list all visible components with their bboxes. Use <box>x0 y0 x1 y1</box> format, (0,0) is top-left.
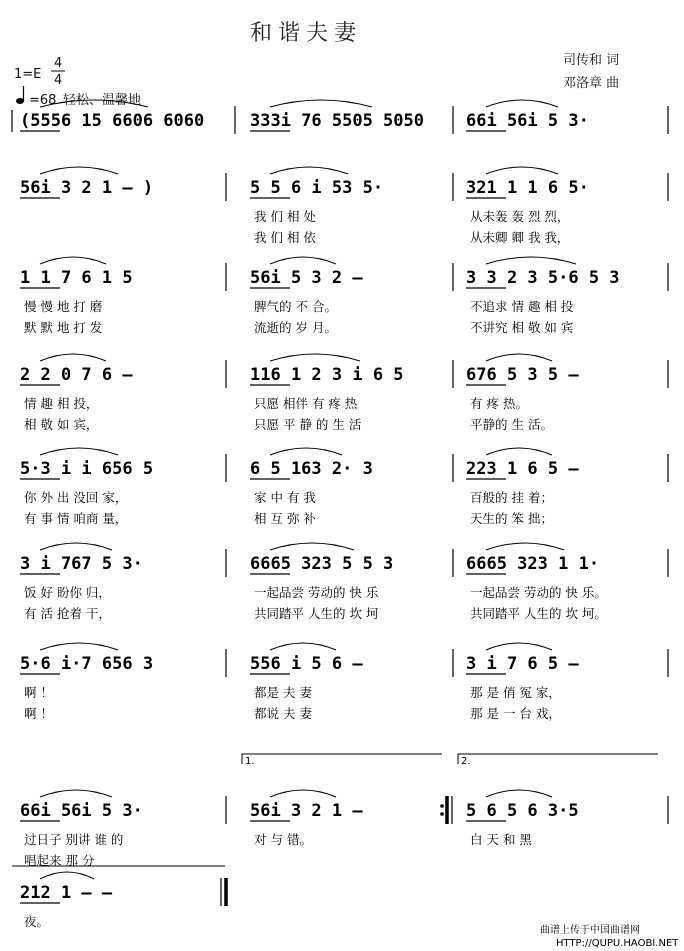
lyric-line: 你 外 出 没回 家， <box>24 490 128 505</box>
measure-notes: 556 i 5 6 – <box>250 654 363 674</box>
slur <box>270 543 354 550</box>
slur <box>486 448 552 455</box>
measure-notes: 212 1 – – <box>20 883 113 903</box>
time-signature-bottom: 4 <box>54 73 63 88</box>
measure-notes: 116 1 2 3 i 6 5 <box>250 365 404 385</box>
song-title: 和谐夫妻 <box>250 21 363 46</box>
lyric-line: 情 趣 相 投， <box>24 396 99 411</box>
lyric-line: 对 与 错。 <box>254 832 312 847</box>
lyric-line: 啊 ！ <box>24 685 53 700</box>
lyric-line: 相 敬 如 宾， <box>24 417 99 432</box>
volta-number: 1. <box>245 756 255 767</box>
lyric-line: 共同踏平 人生的 坎 坷。 <box>470 606 607 621</box>
measure-notes: 3 3 2 3 5·6 5 3 <box>466 268 620 288</box>
slur <box>40 643 118 650</box>
measure-notes: (5556 15 6606 6060 <box>20 111 205 131</box>
lyric-line: 共同踏平 人生的 坎 坷 <box>254 606 379 621</box>
lyric-line: 脾气的 不 合。 <box>254 299 337 314</box>
lyric-line: 慢 慢 地 打 磨 <box>24 299 103 314</box>
lyric-line: 一起品尝 劳动的 快 乐 <box>254 585 379 600</box>
slur <box>270 643 336 650</box>
lyric-line: 那 是 俏 冤 家， <box>470 685 561 700</box>
measure-notes: 1 1 7 6 1 5 <box>20 268 133 288</box>
lyric-line: 饭 好 盼你 归， <box>24 585 111 600</box>
lyric-line: 夜。 <box>24 914 50 929</box>
slur <box>270 790 336 797</box>
lyric-line: 过日子 别讲 谁 的 <box>24 832 124 847</box>
measure-notes: 321 1 1 6 5· <box>466 178 589 198</box>
measure-notes: 2 2 0 7 6 – <box>20 365 133 385</box>
lyric-line: 默 默 地 打 发 <box>24 320 103 335</box>
composer-credit: 邓洛章 曲 <box>563 76 620 91</box>
footer-source: 曲谱上传于中国曲谱网 <box>540 925 640 936</box>
quarter-note-icon <box>16 86 24 104</box>
measure-notes: 676 5 3 5 – <box>466 365 579 385</box>
footer-url: HTTP://QUPU.HAOBI.NET <box>556 938 679 949</box>
lyric-line: 百般的 挂 着； <box>470 490 553 505</box>
lyric-line: 天生的 笨 拙； <box>470 511 553 526</box>
lyric-line: 我 们 相 依 <box>254 230 316 245</box>
lyric-line: 平静的 生 活。 <box>470 417 553 432</box>
lyric-line: 有 疼 热。 <box>470 396 528 411</box>
lyric-line: 不讲究 相 敬 如 宾 <box>470 320 574 335</box>
lyric-line: 流逝的 岁 月。 <box>254 320 337 335</box>
measure-notes: 6 5 163 2· 3 <box>250 459 373 479</box>
time-signature-top: 4 <box>54 56 63 71</box>
measure-notes: 56i 3 2 1 – ) <box>20 178 154 198</box>
measure-notes: 5·6 i·7 656 3 <box>20 654 154 674</box>
slur <box>486 543 564 550</box>
measure-notes: 66i 56i 5 3· <box>20 801 143 821</box>
lyric-line: 相 互 弥 补 <box>254 511 316 526</box>
measure-notes: 223 1 6 5 – <box>466 459 579 479</box>
slur <box>270 167 348 174</box>
slur <box>40 354 106 361</box>
lyric-line: 白 天 和 黑 <box>470 832 532 847</box>
slur <box>40 257 106 264</box>
slur <box>40 872 94 879</box>
lyric-line: 我 们 相 处 <box>254 209 316 224</box>
slur <box>270 354 360 361</box>
measure-notes: 5·3 i i 656 5 <box>20 459 154 479</box>
measure-notes: 5 5 6 i 53 5· <box>250 178 384 198</box>
key-signature: 1=E <box>14 67 42 82</box>
lyric-line: 一起品尝 劳动的 快 乐。 <box>470 585 607 600</box>
repeat-dot <box>440 804 444 808</box>
lyric-line: 唱起来 那 分 <box>24 853 95 868</box>
lyric-line: 啊 ！ <box>24 706 53 721</box>
slur <box>486 790 552 797</box>
measure-notes: 333i 76 5505 5050 <box>250 111 424 131</box>
measure-notes: 56i 5 3 2 – <box>250 268 363 288</box>
lyric-line: 那 是 一 台 戏， <box>470 706 561 721</box>
slur <box>40 167 118 174</box>
slur <box>486 100 558 107</box>
volta-bracket <box>242 754 442 764</box>
slur <box>486 257 576 264</box>
measure-notes: 6665 323 1 1· <box>466 554 600 574</box>
slur <box>270 448 342 455</box>
slur <box>486 354 552 361</box>
slur <box>40 543 112 550</box>
notation-body <box>12 100 668 929</box>
slur <box>270 257 336 264</box>
measure-notes: 6665 323 5 5 3 <box>250 554 394 574</box>
lyric-line: 只愿 相伴 有 疼 热 <box>254 396 358 411</box>
repeat-dot <box>440 812 444 816</box>
lyric-line: 有 事 情 咱商 量， <box>24 511 128 526</box>
slur <box>40 790 112 797</box>
lyric-line: 有 活 抢着 干， <box>24 606 111 621</box>
tempo-marking: =68 <box>29 93 57 108</box>
slur <box>486 167 558 174</box>
lyric-line: 只愿 平 静 的 生 活 <box>254 417 362 432</box>
expression-marking: 轻松、温馨地 <box>63 93 142 108</box>
slur <box>270 100 372 107</box>
measure-notes: 3 i 767 5 3· <box>20 554 143 574</box>
lyric-line: 从未轰 轰 烈 烈， <box>470 209 570 224</box>
lyric-line: 不追求 情 趣 相 投 <box>470 299 574 314</box>
measure-notes: 5 6 5 6 3·5 <box>466 801 579 821</box>
slur <box>40 448 118 455</box>
volta-bracket <box>458 754 658 764</box>
lyric-line: 从未卿 卿 我 我， <box>470 230 570 245</box>
lyric-line: 都是 夫 妻 <box>254 685 312 700</box>
measure-notes: 56i 3 2 1 – <box>250 801 363 821</box>
measure-notes: 66i 56i 5 3· <box>466 111 589 131</box>
lyric-line: 都说 夫 妻 <box>254 706 312 721</box>
measure-notes: 3 i 7 6 5 – <box>466 654 579 674</box>
lyric-line: 家 中 有 我 <box>254 490 316 505</box>
lyricist-credit: 司传和 词 <box>563 53 620 68</box>
volta-number: 2. <box>461 756 471 767</box>
slur <box>486 643 552 650</box>
